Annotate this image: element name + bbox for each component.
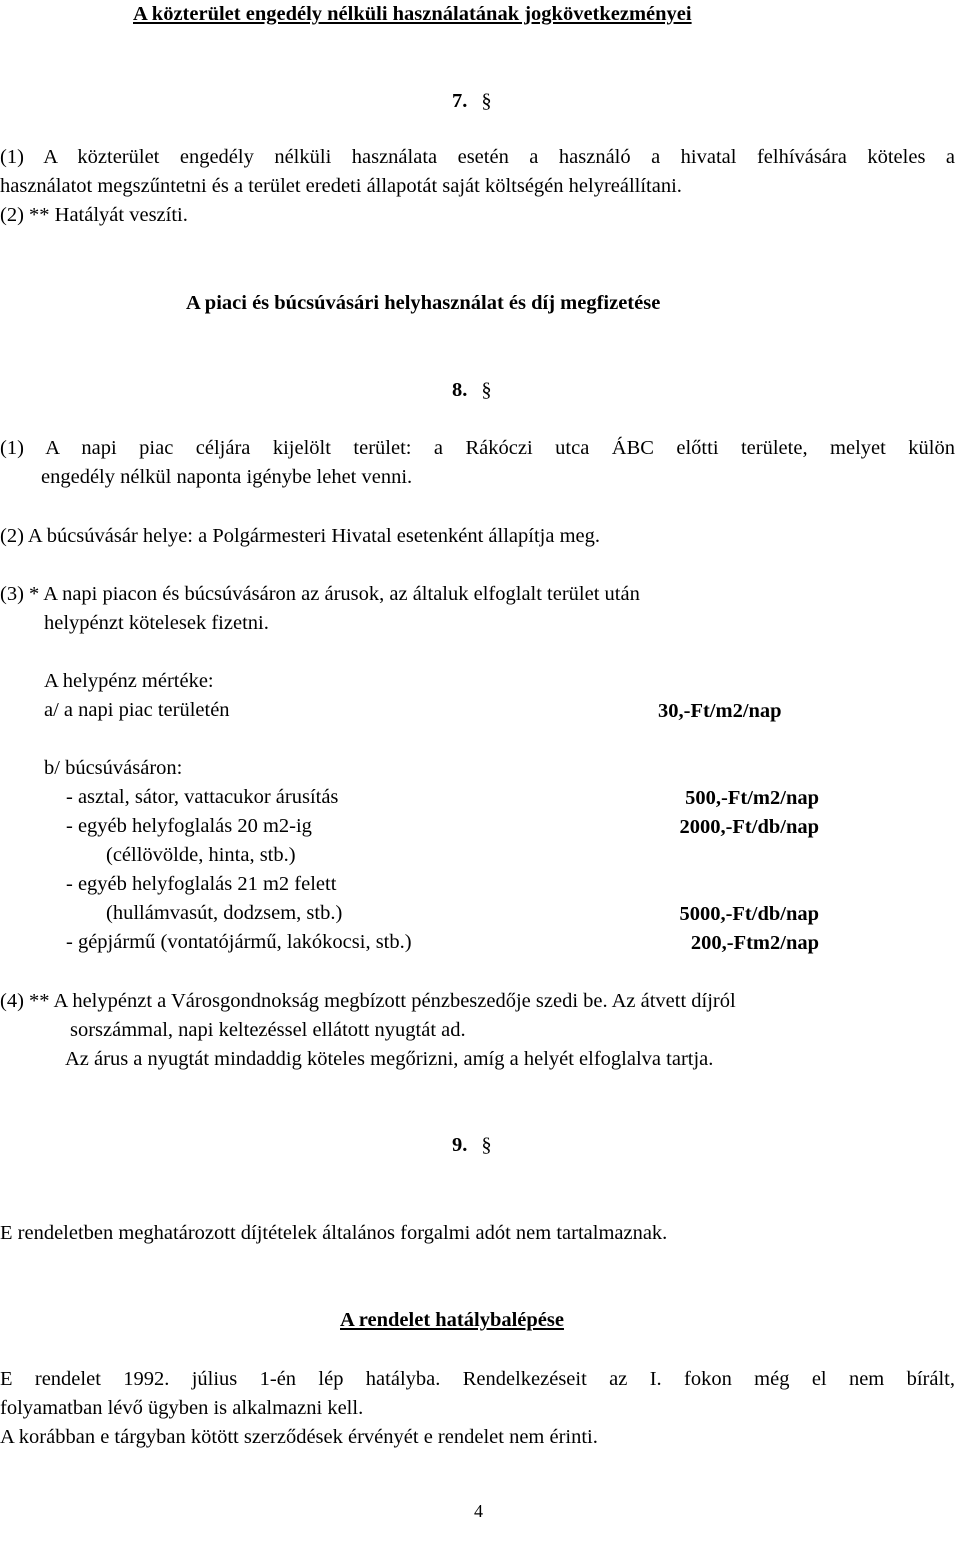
fee-b4-label: - gépjármű (vontatójármű, lakókocsi, stb.)	[66, 931, 412, 953]
section-7-marker	[452, 87, 492, 116]
paragraph-sign: §	[481, 1134, 492, 1156]
s9-text: E rendeletben meghatározott díjtételek általános forgalmi adót nem tartalmaznak.	[0, 1222, 668, 1244]
paragraph-sign: §	[481, 90, 492, 112]
s8-paragraph-4-line-2: sorszámmal, napi keltezéssel ellátott nyugtát ad.	[70, 1019, 466, 1041]
heading-market-fees: A piaci és búcsúvásári helyhasználat és díj megfizetése	[186, 292, 661, 314]
fee-intro: A helypénz mértéke:	[44, 670, 214, 692]
fee-b1-value: 500,-Ft/m2/nap	[685, 787, 819, 809]
fee-b2-label: - egyéb helyfoglalás 20 m2-ig	[66, 815, 312, 837]
heading-consequences: A közterület engedély nélküli használatának jogkövetkezményei	[133, 3, 692, 25]
fee-b1-label: - asztal, sátor, vattacukor árusítás	[66, 786, 339, 808]
fee-b3-sub: (hullámvasút, dodzsem, stb.)	[106, 902, 343, 924]
section-number: 7.	[452, 90, 468, 112]
fee-b2-sub: (céllövölde, hinta, stb.)	[106, 844, 296, 866]
paragraph-sign: §	[481, 379, 492, 401]
fee-b4-value: 200,-Ftm2/nap	[690, 932, 819, 954]
s8-paragraph-3-line-1: (3) * A napi piacon és búcsúvásáron az árusok, az általuk elfoglalt terület után	[0, 583, 640, 605]
fee-b2-value: 2000,-Ft/db/nap	[679, 816, 819, 838]
s7-paragraph-1-line-2: használatot megszűntetni és a terület eredeti állapotát saját költségén helyreállítani.	[0, 175, 682, 197]
final-line-3: A korábban e tárgyban kötött szerződések érvényét e rendelet nem érinti.	[0, 1426, 598, 1448]
s8-paragraph-3-line-2: helypénzt kötelesek fizetni.	[44, 612, 269, 634]
section-9-marker	[452, 1131, 492, 1160]
s8-paragraph-2: (2) A búcsúvásár helye: a Polgármesteri Hivatal esetenként állapítja meg.	[0, 525, 600, 547]
section-number: 9.	[452, 1134, 468, 1156]
s8-paragraph-1-line-1: (1) A napi piac céljára kijelölt terület: a Rákóczi utca ÁBC előtti területe, melyet külön	[0, 437, 955, 459]
s8-paragraph-4-line-1: (4) ** A helypénzt a Városgondnokság megbízott pénzbeszedője szedi be. Az átvett díjról	[0, 990, 736, 1012]
heading-entry-into-force: A rendelet hatálybalépése	[340, 1309, 564, 1331]
fee-a-label: a/ a napi piac területén	[44, 699, 230, 721]
fee-a-value: 30,-Ft/m2/nap	[658, 700, 782, 722]
s8-paragraph-4-line-3: Az árus a nyugtát mindaddig köteles megőrizni, amíg a helyét elfoglalva tartja.	[65, 1048, 714, 1070]
section-number: 8.	[452, 379, 468, 401]
fee-b3-label: - egyéb helyfoglalás 21 m2 felett	[66, 873, 337, 895]
final-line-2: folyamatban lévő ügyben is alkalmazni kell.	[0, 1397, 364, 1419]
page-number: 4	[474, 1501, 483, 1521]
fee-b3-value: 5000,-Ft/db/nap	[679, 903, 819, 925]
s8-paragraph-1-line-2: engedély nélkül naponta igénybe lehet venni.	[41, 466, 413, 488]
s7-paragraph-1-line-1: (1) A közterület engedély nélküli használata esetén a használó a hivatal felhívására köteles a	[0, 146, 955, 168]
final-line-1: E rendelet 1992. július 1-én lép hatályba. Rendelkezéseit az I. fokon még el nem bírált,	[0, 1368, 955, 1390]
s7-paragraph-2: (2) ** Hatályát veszíti.	[0, 204, 188, 226]
fee-b-label: b/ búcsúvásáron:	[44, 757, 183, 779]
section-8-marker	[452, 376, 492, 405]
